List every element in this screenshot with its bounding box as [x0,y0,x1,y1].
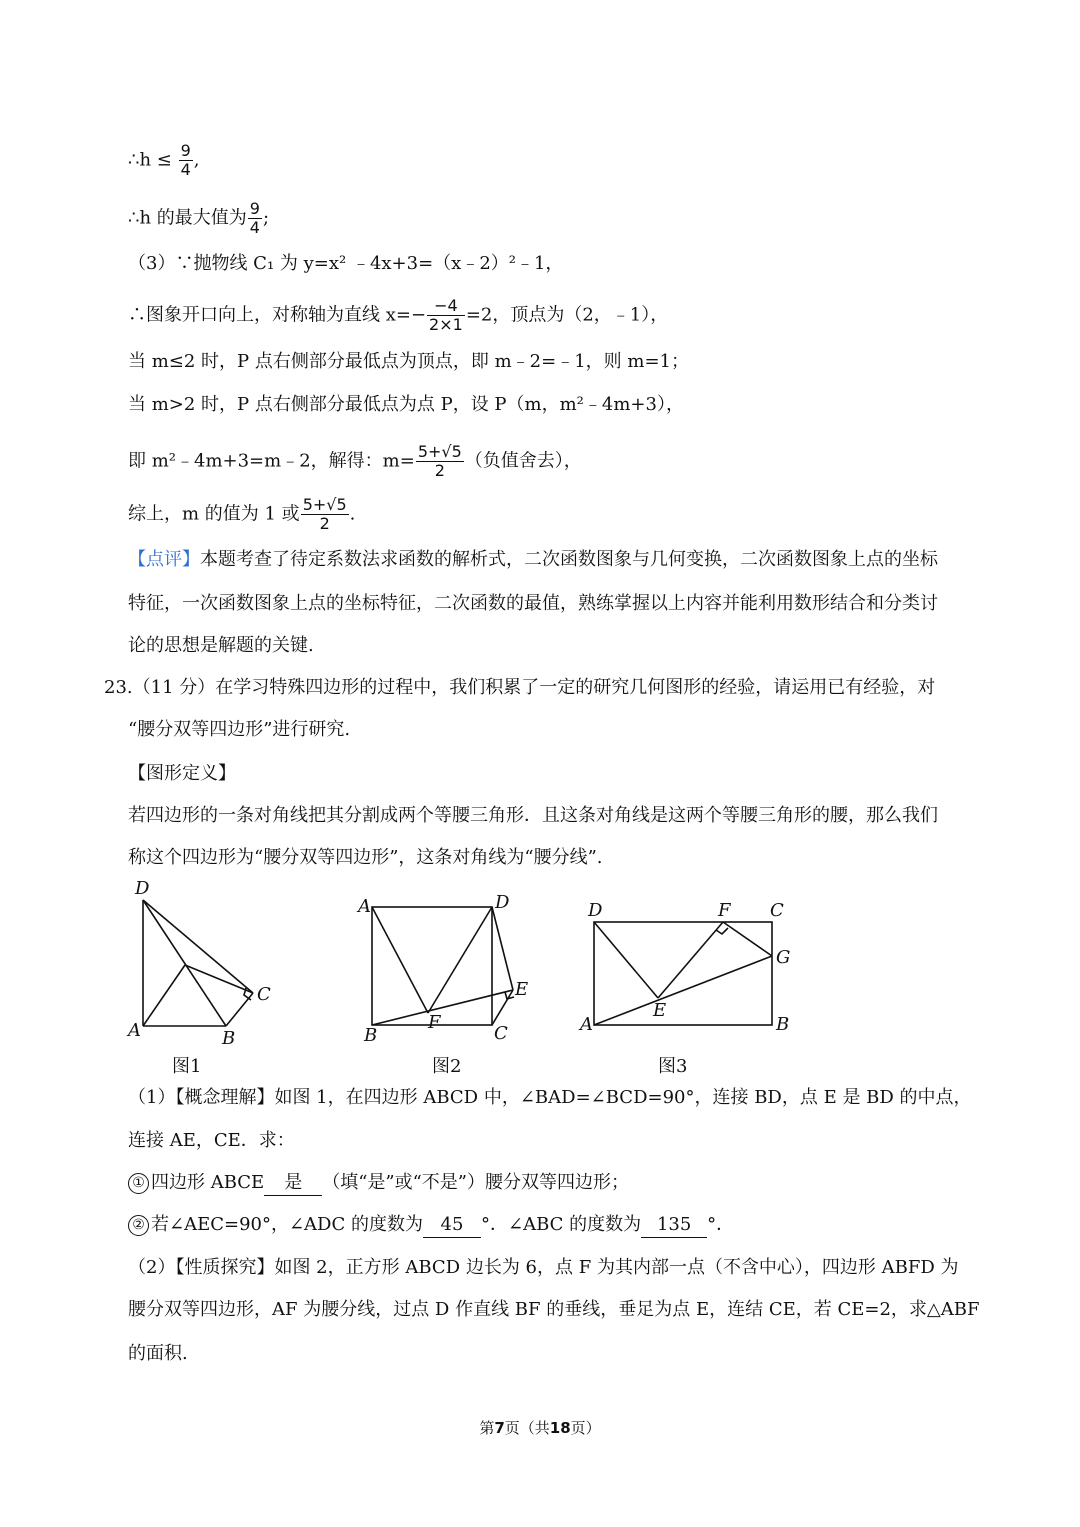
fig1-label-B: B [222,1028,236,1049]
fig2-label-F: F [428,1012,441,1033]
q23-line-1: 23.（11 分）在学习特殊四边形的过程中，我们积累了一定的研究几何图形的经验，请运用已有经验，对 [104,677,936,698]
part2-line-2: 腰分双等四边形，AF 为腰分线，过点 D 作直线 BF 的垂线，垂足为点 E，连结 CE，若 CE=2，求△ABF [128,1299,980,1320]
fig3-label-D: D [588,900,603,921]
line-case-m-gt-2: 当 m>2 时，P 点右侧部分最低点为点 P，设 P（m，m²﹣4m+3）， [128,394,684,415]
fig3-label-C: C [770,900,784,921]
part1-line-1: （1）【概念理解】如图 1，在四边形 ABCD 中，∠BAD=∠BCD=90°，连接 BD，点 E 是 BD 的中点， [128,1087,972,1108]
review-line-3: 论的思想是解题的关键. [128,635,314,656]
fig1-label-C: C [257,984,271,1005]
part1-item-2: ② 若∠AEC=90°，∠ADC 的度数为 45 °．∠ABC 的度数为 135 °． [128,1213,734,1238]
total-pages: 18 [549,1419,571,1437]
fraction: $\frac{9}{4}$ [249,199,260,237]
review-line-2: 特征，一次函数图象上点的坐标特征，二次函数的最值，熟练掌握以上内容并能利用数形结合和分类讨 [128,593,938,614]
line-conclusion: 综上，m 的值为 1 或 $\frac{5+√5}{2}$ . [128,495,356,533]
line-h-inequality: ∴h ≤ $\frac{9}{4}$ , [128,141,200,179]
fig3-label-B: B [776,1014,790,1035]
definition-title: 【图形定义】 [128,763,236,784]
part1-line-2: 连接 AE，CE．求： [128,1130,295,1151]
line-h-max: ∴h 的最大值为 $\frac{9}{4}$ ; [128,199,270,237]
figure-3 [594,922,772,1025]
circled-number-2: ② [128,1215,149,1236]
circled-number-1: ① [128,1173,149,1194]
fig2-label-A: A [358,896,371,917]
line-case-m-le-2: 当 m≤2 时，P 点右侧部分最低点为顶点，即 m﹣2=﹣1，则 m=1； [128,351,689,372]
fig3-label-E: E [653,1000,667,1021]
q23-line-2: “腰分双等四边形”进行研究. [128,719,351,740]
review-line-1: 【点评】本题考查了待定系数法求函数的解析式，二次函数图象与几何变换，二次函数图象上点的坐标 [128,549,938,570]
answer-blank-1: 是 [264,1171,322,1196]
figure-1 [143,900,253,1026]
fig3-caption: 图3 [658,1056,688,1077]
line-parabola: （3）∵抛物线 C₁ 为 y=x² ﹣4x+3=（x﹣2）²﹣1， [128,253,564,274]
definition-line-1: 若四边形的一条对角线把其分割成两个等腰三角形．且这条对角线是这两个等腰三角形的腰，那么我们 [128,805,938,826]
part2-line-3: 的面积. [128,1343,188,1364]
fig2-label-C: C [494,1023,508,1044]
fig1-label-A: A [128,1020,141,1041]
figure-2 [372,907,514,1025]
fraction: $\frac{5+√5}{2}$ [302,495,347,533]
answer-blank-2: 45 [423,1213,481,1238]
fig2-label-D: D [495,892,510,913]
fig3-label-A: A [580,1014,593,1035]
fig3-label-G: G [776,947,791,968]
part1-item-1: ① 四边形 ABCE 是 （填“是”或“不是”）腰分双等四边形； [128,1171,629,1196]
definition-line-2: 称这个四边形为“腰分双等四边形”，这条对角线为“腰分线”. [128,847,603,868]
fig1-label-D: D [135,878,150,899]
fig2-label-E: E [515,979,529,1000]
fig1-caption: 图1 [172,1056,202,1077]
part2-line-1: （2）【性质探究】如图 2，正方形 ABCD 边长为 6，点 F 为其内部一点（不含中心），四边形 ABFD 为 [128,1257,959,1278]
page-footer: 第7页（共18页） [479,1419,601,1437]
fig2-caption: 图2 [432,1056,462,1077]
line-axis-of-symmetry: ∴图象开口向上，对称轴为直线 x=− $\frac{-4}{2\times 1}$ =2，顶点为（2，﹣1）， [128,296,669,334]
fig2-label-B: B [364,1025,378,1046]
figures-svg [0,878,1080,1078]
fig3-label-F: F [718,900,731,921]
page-number: 7 [494,1419,505,1437]
fraction: $\frac{5+√5}{2}$ [417,442,462,480]
fraction: $\frac{9}{4}$ [180,141,191,179]
answer-blank-3: 135 [641,1213,707,1238]
line-solve-m: 即 m²﹣4m+3=m﹣2，解得：m= $\frac{5+√5}{2}$ （负值舍去）， [128,442,582,480]
fraction: $\frac{-4}{2\times 1}$ [429,296,463,334]
review-tag: 【点评】 [128,549,200,570]
